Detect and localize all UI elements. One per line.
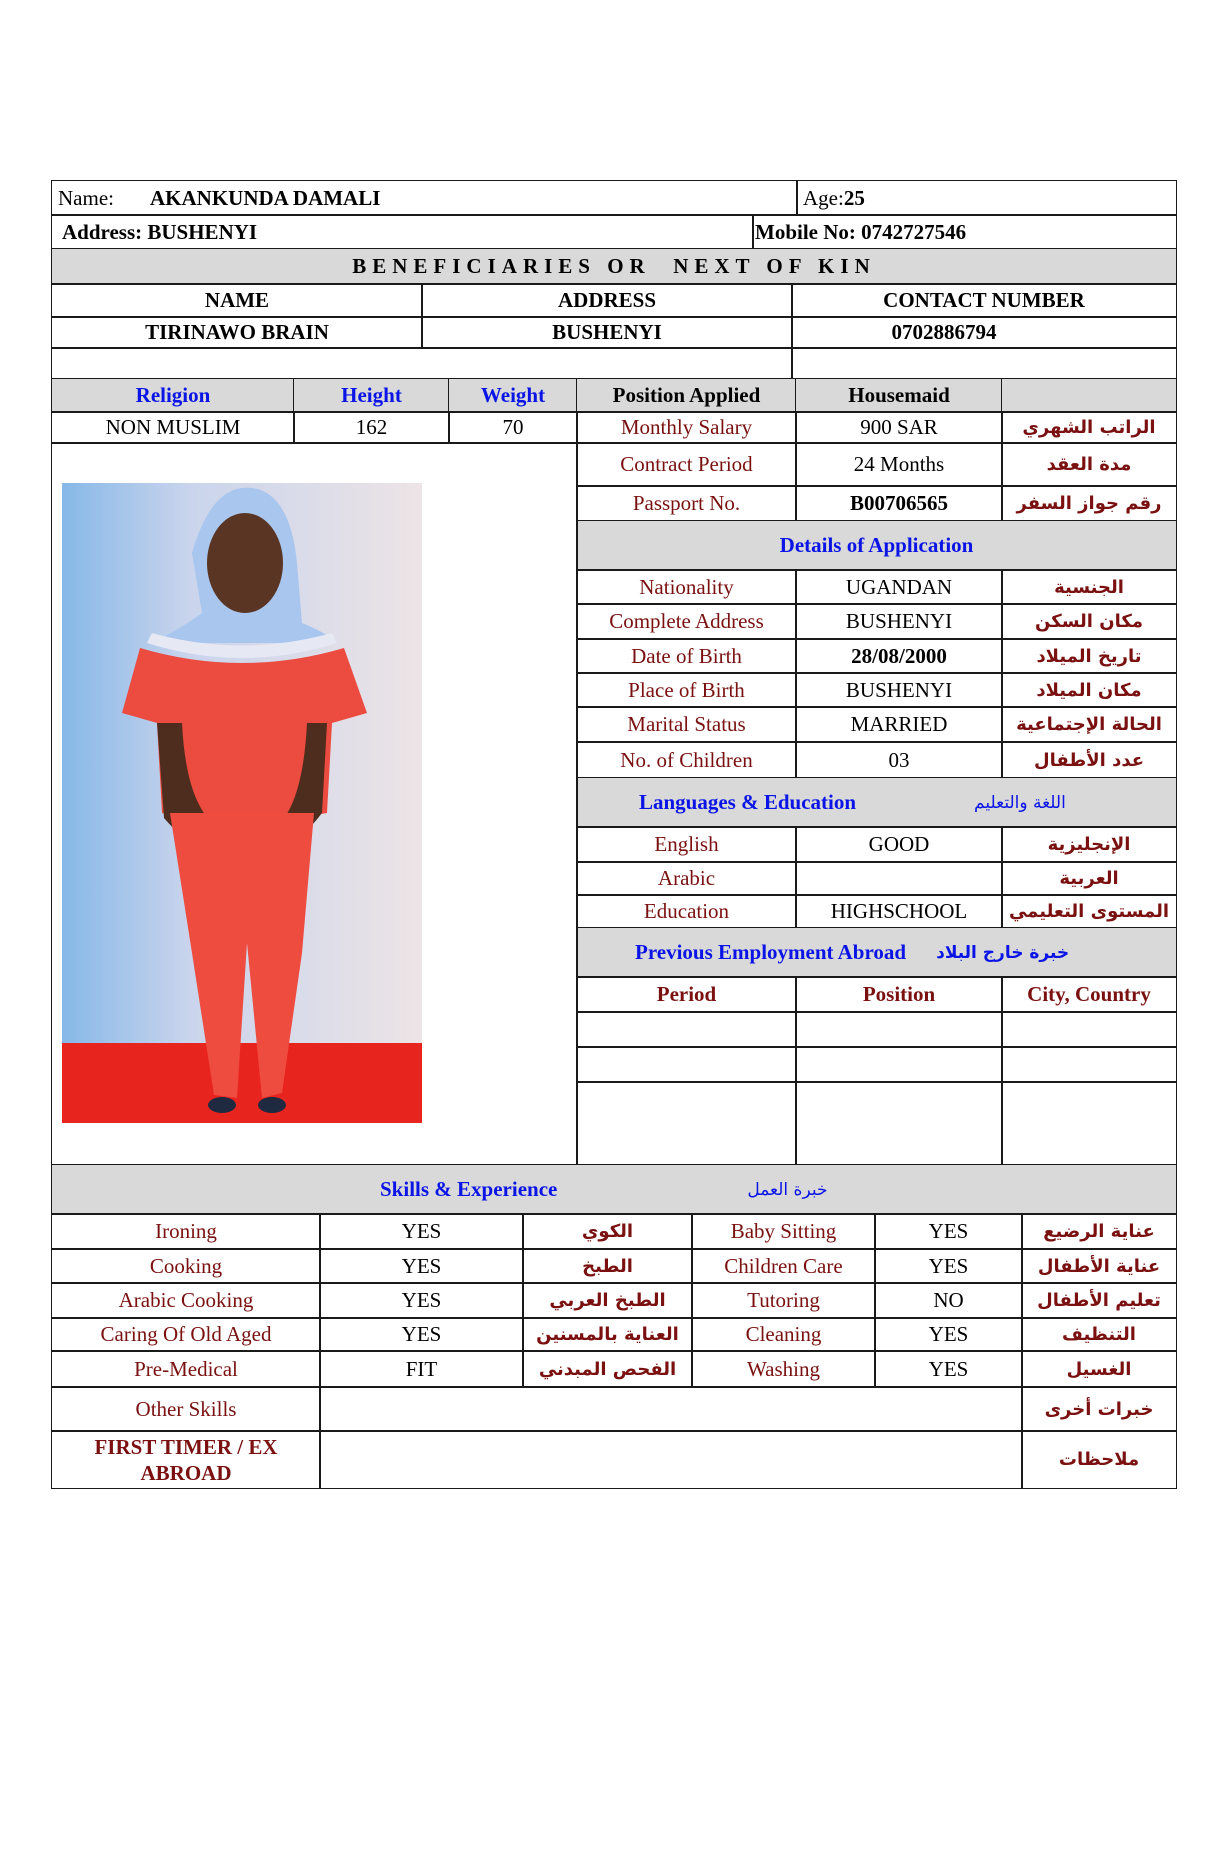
prev-row-cell	[576, 1011, 797, 1048]
detail-label: Marital Status	[576, 706, 797, 743]
skill-value: NO	[874, 1282, 1023, 1319]
skill-value: YES	[319, 1248, 524, 1284]
prev-row-cell	[1001, 1011, 1177, 1048]
skill-value: YES	[874, 1213, 1023, 1250]
nok-contact: 0702886794	[791, 316, 1177, 349]
next-of-kin-title: BENEFICIARIES OR NEXT OF KIN	[51, 248, 1177, 285]
detail-arabic: مكان السكن	[1001, 603, 1177, 640]
nok-header-contact: CONTACT NUMBER	[791, 283, 1177, 318]
weight-header: Weight	[448, 378, 578, 413]
skill-label: Washing	[691, 1350, 876, 1388]
skill-label: Children Care	[691, 1248, 876, 1284]
details-title: Details of Application	[576, 520, 1177, 571]
prev-header-position: Position	[795, 976, 1003, 1013]
mobile-cell: Mobile No: 0742727546	[752, 214, 1177, 250]
term-arabic: الراتب الشهري	[1001, 411, 1177, 444]
skill-value: YES	[874, 1248, 1023, 1284]
blank-cell-right	[791, 347, 1177, 380]
detail-value: MARRIED	[795, 706, 1003, 743]
term-value: B00706565	[795, 485, 1003, 522]
language-label: Arabic	[576, 861, 797, 896]
languages-title-cell	[576, 777, 1177, 828]
other-skills-value	[319, 1386, 1023, 1432]
detail-arabic: تاريخ الميلاد	[1001, 638, 1177, 674]
prev-row-cell	[795, 1011, 1003, 1048]
applicant-photo	[62, 483, 422, 1123]
prev-row-cell	[1001, 1046, 1177, 1083]
detail-arabic: الحالة الإجتماعية	[1001, 706, 1177, 743]
detail-label: Nationality	[576, 569, 797, 605]
language-value	[795, 861, 1003, 896]
prev-header-city: City, Country	[1001, 976, 1177, 1013]
skills-title-cell	[51, 1164, 1177, 1215]
skill-value: YES	[874, 1350, 1023, 1388]
age-cell	[796, 180, 1177, 216]
address-cell: Address: BUSHENYI	[51, 214, 754, 250]
skill-arabic: عناية الرضيع	[1021, 1213, 1177, 1250]
nok-address: BUSHENYI	[421, 316, 793, 349]
term-arabic: مدة العقد	[1001, 442, 1177, 487]
prev-row-cell	[795, 1046, 1003, 1083]
term-label: Passport No.	[576, 485, 797, 522]
detail-value: 03	[795, 741, 1003, 779]
prev-employment-title-cell	[576, 927, 1177, 978]
prev-row-cell	[795, 1081, 1003, 1166]
detail-value: 28/08/2000	[795, 638, 1003, 674]
skill-arabic: الطبخ	[522, 1248, 693, 1284]
skill-arabic: عناية الأطفال	[1021, 1248, 1177, 1284]
prev-row-cell	[576, 1081, 797, 1166]
skill-arabic: الغسيل	[1021, 1350, 1177, 1388]
name-cell	[51, 180, 798, 216]
skills-title: Skills & Experience	[380, 1177, 558, 1201]
nok-name: TIRINAWO BRAIN	[51, 316, 423, 349]
language-value: GOOD	[795, 826, 1003, 863]
skill-label: Arabic Cooking	[51, 1282, 321, 1319]
position-applied-value: Housemaid	[795, 378, 1003, 413]
religion-header: Religion	[51, 378, 295, 413]
detail-label: No. of Children	[576, 741, 797, 779]
skill-arabic: الفحص المبدني	[522, 1350, 693, 1388]
other-skills-arabic: خبرات أخرى	[1021, 1386, 1177, 1432]
height-header: Height	[293, 378, 450, 413]
name-label: Name:	[58, 185, 114, 210]
prev-row-cell	[576, 1046, 797, 1083]
detail-arabic: الجنسية	[1001, 569, 1177, 605]
detail-label: Complete Address	[576, 603, 797, 640]
detail-value: BUSHENYI	[795, 603, 1003, 640]
position-applied-arabic	[1001, 378, 1177, 413]
remarks-arabic: ملاحظات	[1021, 1430, 1177, 1489]
remarks-label: FIRST TIMER / EX ABROAD	[51, 1430, 321, 1489]
skill-arabic: العناية بالمسنين	[522, 1317, 693, 1352]
language-label: English	[576, 826, 797, 863]
language-arabic: الإنجليزية	[1001, 826, 1177, 863]
detail-arabic: مكان الميلاد	[1001, 672, 1177, 708]
prev-employment-title: Previous Employment Abroad	[635, 940, 907, 964]
languages-title: Languages & Education	[639, 790, 857, 814]
prev-header-period: Period	[576, 976, 797, 1013]
weight-value: 70	[448, 411, 578, 444]
skill-value: YES	[319, 1282, 524, 1319]
detail-value: UGANDAN	[795, 569, 1003, 605]
detail-value: BUSHENYI	[795, 672, 1003, 708]
prev-employment-title-arabic: خبرة خارج البلاد	[936, 942, 1070, 963]
nok-header-name: NAME	[51, 283, 423, 318]
religion-value: NON MUSLIM	[51, 411, 295, 444]
name-value: AKANKUNDA DAMALI	[149, 185, 381, 210]
skill-value: YES	[319, 1213, 524, 1250]
education-label: Education	[576, 894, 797, 929]
remarks-value	[319, 1430, 1023, 1489]
skill-label: Baby Sitting	[691, 1213, 876, 1250]
height-value: 162	[293, 411, 450, 444]
term-arabic: رقم جواز السفر	[1001, 485, 1177, 522]
detail-label: Place of Birth	[576, 672, 797, 708]
age-label: Age:	[803, 185, 844, 210]
skill-label: Cleaning	[691, 1317, 876, 1352]
education-arabic: المستوى التعليمي	[1001, 894, 1177, 929]
skill-arabic: الكوي	[522, 1213, 693, 1250]
skill-label: Pre-Medical	[51, 1350, 321, 1388]
skill-arabic: التنظيف	[1021, 1317, 1177, 1352]
language-arabic: العربية	[1001, 861, 1177, 896]
position-applied-label: Position Applied	[576, 378, 797, 413]
skill-label: Cooking	[51, 1248, 321, 1284]
term-label: Monthly Salary	[576, 411, 797, 444]
prev-row-cell	[1001, 1081, 1177, 1166]
other-skills-label: Other Skills	[51, 1386, 321, 1432]
skill-value: YES	[319, 1317, 524, 1352]
term-value: 24 Months	[795, 442, 1003, 487]
age-value: 25	[843, 185, 865, 210]
skill-arabic: تعليم الأطفال	[1021, 1282, 1177, 1319]
skill-arabic: الطبخ العربي	[522, 1282, 693, 1319]
skills-title-arabic: خبرة العمل	[747, 1179, 828, 1200]
applicant-photo-image	[62, 483, 422, 1123]
skill-label: Caring Of Old Aged	[51, 1317, 321, 1352]
languages-title-arabic: اللغة والتعليم	[974, 792, 1066, 813]
skill-value: YES	[874, 1317, 1023, 1352]
skill-label: Ironing	[51, 1213, 321, 1250]
skill-label: Tutoring	[691, 1282, 876, 1319]
detail-label: Date of Birth	[576, 638, 797, 674]
nok-header-address: ADDRESS	[421, 283, 793, 318]
detail-arabic: عدد الأطفال	[1001, 741, 1177, 779]
education-value: HIGHSCHOOL	[795, 894, 1003, 929]
term-value: 900 SAR	[795, 411, 1003, 444]
term-label: Contract Period	[576, 442, 797, 487]
skill-value: FIT	[319, 1350, 524, 1388]
blank-cell-left	[51, 347, 793, 380]
